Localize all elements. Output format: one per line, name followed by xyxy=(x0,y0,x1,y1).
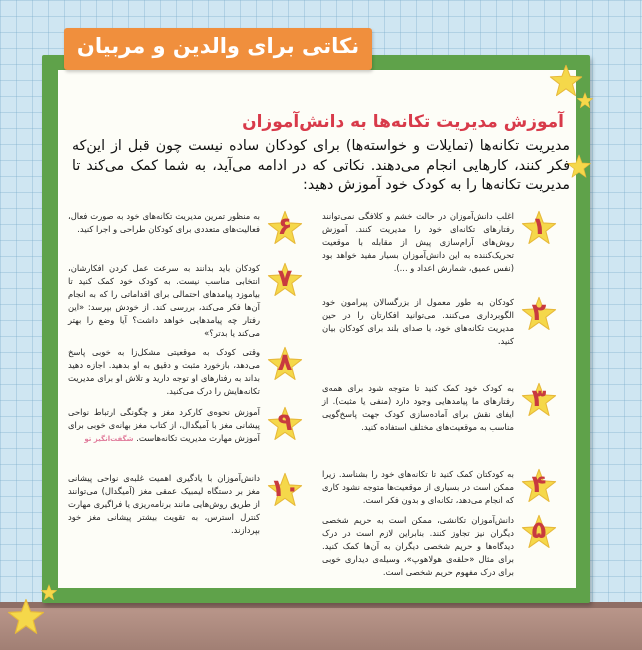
tip-number: ۶ xyxy=(277,212,293,240)
article-heading: آموزش مدیریت تکانه‌ها به دانش‌آموزان xyxy=(242,112,564,132)
tip-text: به کودک خود کمک کنید تا متوجه شود برای همه‌ی رفتارهای ما پیامدهایی وجود دارد (منفی یا مثبت). از ایفای نقش برای آماده‌سازی کودک جهت پاسخ‌گویی مناسب به موقعیت‌های مختلف استفاده کنید. xyxy=(322,383,514,432)
article-intro: مدیریت تکانه‌ها (تمایلات و خواسته‌ها) برای کودکان ساده نیست چون قبل از این‌که فکر کنند، کارهایی انجام می‌دهند. نکاتی که در ادامه می‌آید، به شما کمک می‌کند تا مدیریت تکانه‌ها را به کودک خود آموزش دهید: xyxy=(72,138,570,193)
floor xyxy=(0,608,642,650)
tip-number: ۱ xyxy=(531,212,547,240)
star-icon xyxy=(576,92,594,109)
tip-number: ۳ xyxy=(531,384,547,412)
tip-number: ۷ xyxy=(277,264,293,292)
tip-text-body: آموزش نحوه‌ی کارکرد مغز و چگونگی ارتباط نواحی پیشانی مغز با آمیگدال، از کتاب مغز بهانه‌ی خوبی برای آموزش مهارت مدیریت تکانه‌هاست. xyxy=(68,407,260,443)
tip-text: کودکان به طور معمول از بزرگسالان پیرامون خود الگوبرداری می‌کنند. می‌توانید افکارتان را در حین مدیریت تکانه‌های خود، با صدای بلند برای کودکان بیان کنید. xyxy=(322,297,514,346)
tip-number: ۵ xyxy=(531,516,547,544)
tip-text: به کودکتان کمک کنید تا تکانه‌های خود را بشناسد. زیرا ممکن است در بسیاری از موقعیت‌ها متوجه نشود کاری که انجام می‌دهد، تکانه‌ای و بدون فکر است. xyxy=(322,469,514,505)
tip-number: ۲ xyxy=(531,298,547,326)
tip-text: دانش‌آموزان با یادگیری اهمیت غلبه‌ی نواحی پیشانی مغز بر دستگاه لیمبیک عمقی مغز (آمیگدال) می‌توانند از طریق روش‌هایی مانند برنامه‌ریزی یا فراگیری مهارت کنترل استرس، به تقویت بیشتر پیشانی مغز خود بپردازند. xyxy=(68,473,260,535)
star-icon xyxy=(6,598,46,636)
tip-number: ۹ xyxy=(277,408,293,436)
tip-text: وقتی کودک به موقعیتی مشکل‌زا به خوبی پاسخ می‌دهد، بازخورد مثبت و دقیق به او بدهید. اجازه دهید بداند به رفتارهای او توجه دارید و تلاش او برای مدیریت تکانه‌هایش را درک می‌کنید. xyxy=(68,347,260,396)
header-banner xyxy=(64,28,372,70)
tip-text xyxy=(68,406,260,446)
tip-text: کودکان باید بدانند به سرعت عمل کردن افکارشان، انتخابی مناسب نیست. به کودک خود کمک کنید تا بیاموزد پیامدهای احتمالی برای اقداماتی را که به انجام آن‌ها فکر می‌کند، بررسی کند. از خودش بپرسد: «این رفتار چه پیامدهایی خواهد داشت؟ آیا وضع را بهتر می‌کند یا بدتر؟» xyxy=(68,263,260,338)
tip-text: اغلب دانش‌آموزان در حالت خشم و کلافگی نمی‌توانند رفتارهای تکانه‌ای خود را مدیریت کنند. آموزش روش‌های آرام‌سازی پیش از مقابله با موقعیت تحریک‌کننده به این دانش‌آموزان بسیار مفید خواهد بود (نفس عمیق، شمارش اعداد و ...). xyxy=(322,211,514,273)
tip-text: دانش‌آموزان تکانشی، ممکن است به حریم شخصی دیگران نیز تجاوز کنند. بنابراین لازم است در درک دیدگاه‌ها و حریم شخصی دیگران به آن‌ها کمک کنید. برای مثال «حلقه‌ی هولاهوپ»، وسیله‌ی دیداری خوبی برای درک مفهوم حریم شخصی است. xyxy=(322,515,514,577)
tips-column-right xyxy=(320,210,558,582)
star-icon xyxy=(40,584,58,601)
tip-text: به منظور تمرین مدیریت تکانه‌های خود به صورت فعال، فعالیت‌های متعددی برای کودکان طراحی و اجرا کنید. xyxy=(68,211,260,234)
tips-column-left xyxy=(66,210,304,582)
tip-number: ۱۰ xyxy=(270,474,300,502)
tip-number: ۴ xyxy=(531,470,547,498)
tip-number: ۸ xyxy=(277,348,293,376)
banner-title: نکاتی برای والدین و مربیان xyxy=(76,34,360,58)
watermark: شگفت‌انگیز تو xyxy=(84,435,134,443)
